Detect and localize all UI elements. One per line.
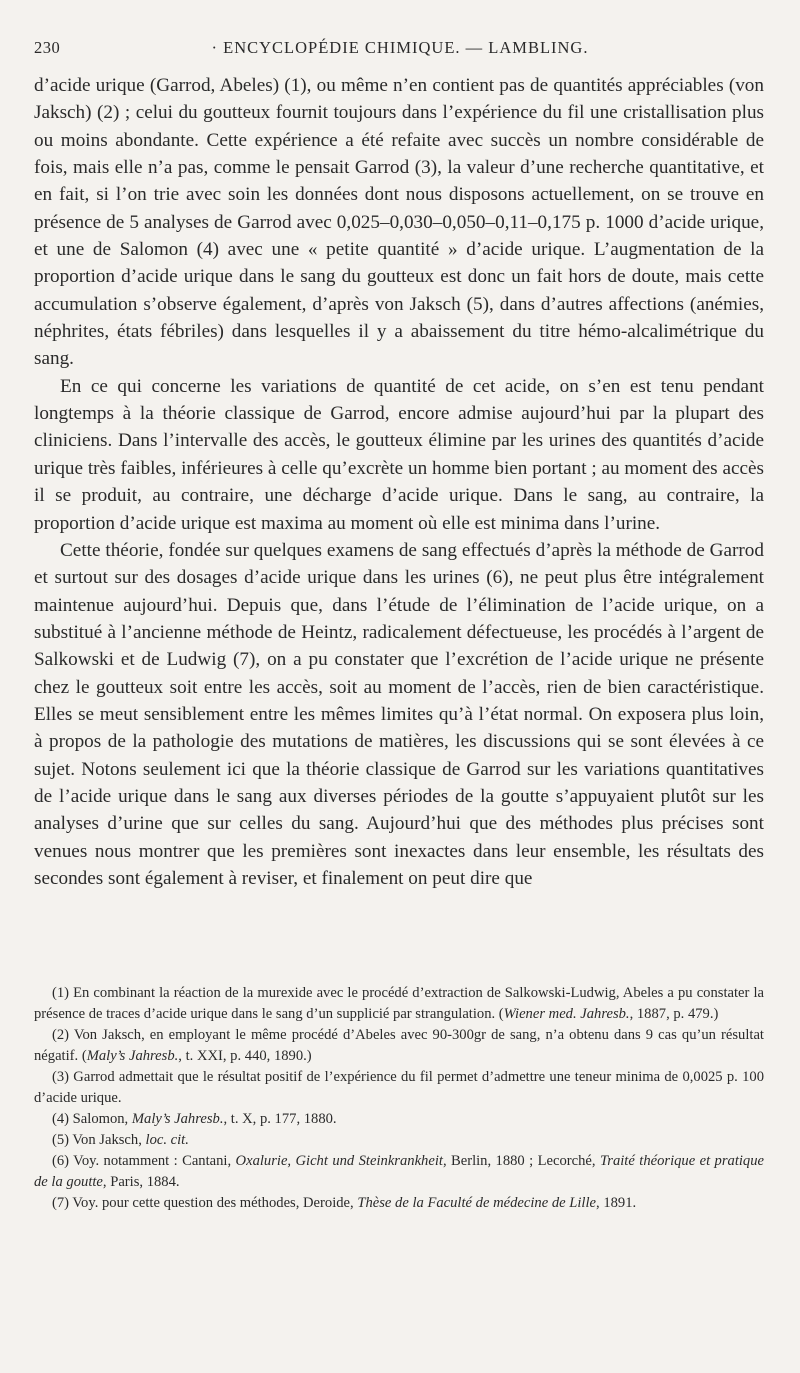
paragraph: En ce qui concerne les variations de quantité de cet acide, on s’en est tenu pendant longtemps à la théorie classique de Garrod, encore admise aujourd’hui par la plupart des cliniciens. Dans l’intervalle des accès, le goutteux élimine par les urines des quantités d’acide urique très faibles, inférieures à celle qu’excrète un homme bien portant ; au moment des accès il se produit, au contraire, une décharge d’acide urique. Dans le sang, au contraire, la proportion d’acide urique est maxima au moment où elle est minima dans l’urine. bbox=[34, 375, 764, 534]
footnote-6: (6) Voy. notamment : Cantani, Oxalurie, Gicht und Steinkrankheit, Berlin, 1880 ; Lecorché, Traité théorique et pratique de la goutte, Paris, 1884. bbox=[34, 1153, 765, 1190]
footnote-7: (7) Voy. pour cette question des méthodes, Deroide, Thèse de la Faculté de médecine de Lille, 1891. bbox=[52, 1195, 637, 1211]
paragraph: Cette théorie, fondée sur quelques examens de sang effectués d’après la méthode de Garrod et surtout sur des dosages d’acide urique dans les urines (6), ne peut plus être intégralement maintenue aujourd’hui. Depuis que, dans l’étude de l’élimination de l’acide urique, on a substitué à l’ancienne méthode de Heintz, radicalement défectueuse, les procédés à l’argent de Salkowski et de Ludwig (7), on a pu constater que l’excrétion de l’acide urique ne présente chez le goutteux soit entre les accès, soit au moment de l’accès, rien de bien caractéristique. Elles se meut sensiblement entre les mêmes limites qu’à l’état normal. On exposera plus loin, à propos de la pathologie des mutations de matières, les discussions qui se sont élevées à ce sujet. Notons seulement ici que la théorie classique de Garrod sur les variations quantitatives de l’acide urique dans le sang aux diverses périodes de la goutte s’appuyaient plutôt sur les analyses d’urine que sur celles du sang. Aujourd’hui que des méthodes plus précises sont venues nous montrer que les premières sont inexactes dans leur ensemble, les résultats des secondes sont également à reviser, et finalement on peut dire que bbox=[34, 539, 764, 889]
footnote-1: (1) En combinant la réaction de la murexide avec le procédé d’extraction de Salkowski-Ludwig, Abeles a pu constater la présence de traces d’acide urique dans le sang d’un supplicié par strangulation. (Wiener med. Jahresb., 1887, p. 479.) bbox=[34, 985, 764, 1022]
paragraph-continued: d’acide urique (Garrod, Abeles) (1), ou même n’en contient pas de quantités appréciables (von Jaksch) (2) ; celui du goutteux fournit toujours dans l’expérience du fil une cristallisation plus ou moins abondante. Cette expérience a été refaite avec succès un nombre considérable de fois, mais elle n’a pas, comme le pensait Garrod (3), la valeur d’une recherche quantitative, et en fait, si l’on trie avec soin les données dont nous disposons actuellement, on se trouve en présence de 5 analyses de Garrod avec 0,025–0,030–0,050–0,11–0,175 p. 1000 d’acide urique, et une de Salomon (4) avec une « petite quantité » d’acide urique. L’augmentation de la proportion d’acide urique dans le sang du goutteux est donc un fait hors de doute, mais cette accumulation s’observe également, d’après von Jaksch (5), dans d’autres affections (anémies, néphrites, états fébriles) dans lesquelles il y a abaissement du titre hémo-alcalimétrique du sang. bbox=[34, 75, 764, 370]
page-number: 230 bbox=[34, 38, 61, 57]
running-title: · ENCYCLOPÉDIE CHIMIQUE. — LAMBLING. bbox=[211, 38, 589, 57]
footnote-2: (2) Von Jaksch, en employant le même procédé d’Abeles avec 90-300gr de sang, n’a obtenu dans 9 cas qu’un résultat négatif. (Maly’s Jahresb., t. XXI, p. 440, 1890.) bbox=[34, 1027, 764, 1064]
footnote-5: (5) Von Jaksch, loc. cit. bbox=[52, 1132, 189, 1148]
page-header bbox=[34, 38, 766, 62]
footnote-4: (4) Salomon, Maly’s Jahresb., t. X, p. 177, 1880. bbox=[52, 1111, 337, 1127]
main-text bbox=[34, 72, 764, 892]
footnotes bbox=[34, 983, 764, 1214]
footnote-3: (3) Garrod admettait que le résultat positif de l’expérience du fil permet d’admettre une teneur minima de 0,0025 p. 100 d’acide urique. bbox=[34, 1069, 764, 1106]
